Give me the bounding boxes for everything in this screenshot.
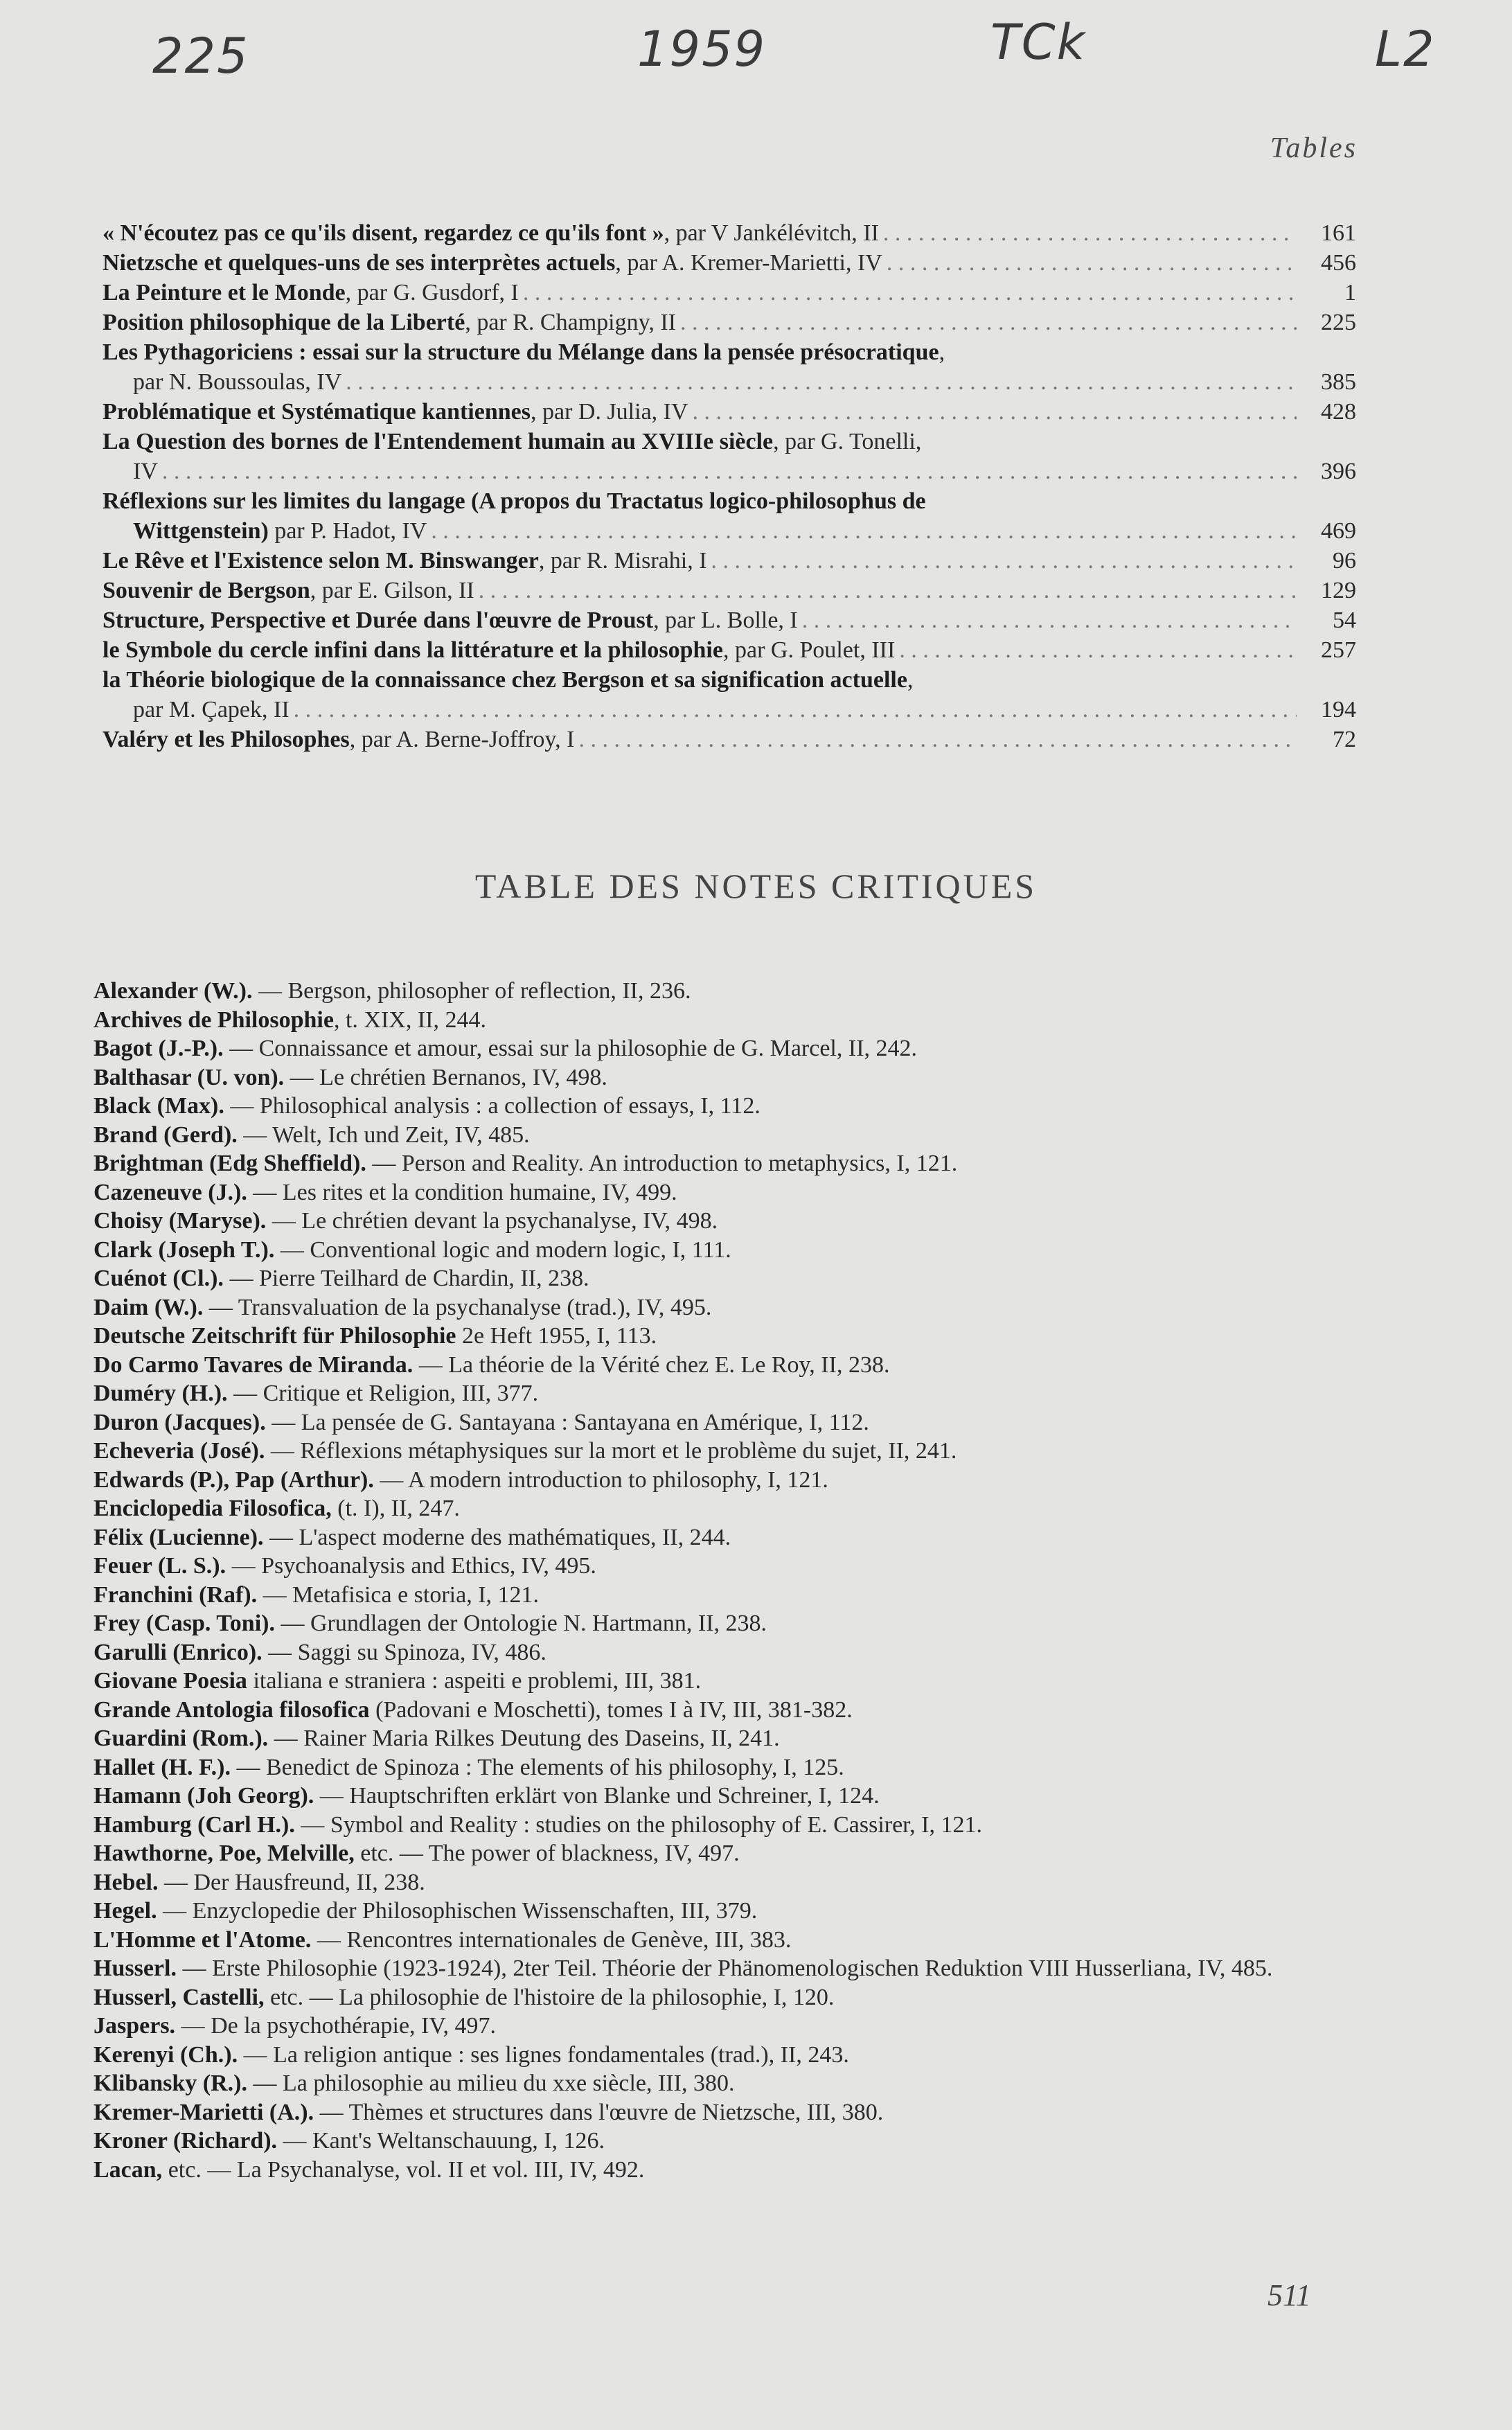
page-number: 511 — [1268, 2278, 1311, 2312]
toc-entry-title: Problématique et Systématique kantiennes, par D. Julia, IV — [103, 399, 688, 425]
note-entry: Kerenyi (Ch.). — La religion antique : ses lignes fondamentales (trad.), II, 243. — [94, 2041, 849, 2068]
note-entry: Franchini (Raf). — Metafisica e storia, I, 121. — [94, 1581, 540, 1608]
toc-entry-title: la Théorie biologique de la connaissance chez Bergson et sa signification actuelle, — [103, 667, 914, 693]
handwritten-mark: L2 — [1375, 21, 1436, 78]
toc-entry-title: Position philosophique de la Liberté, par R. Champigny, II — [103, 310, 677, 335]
toc-entry-title: Structure, Perspective et Durée dans l'œuvre de Proust, par L. Bolle, I — [103, 608, 798, 633]
toc-entry-title: Valéry et les Philosophes, par A. Berne-Joffroy, I — [103, 727, 575, 752]
handwritten-code: TCk — [990, 14, 1087, 71]
toc-page-number: 428 — [1321, 399, 1356, 425]
toc-page-number: 96 — [1333, 548, 1356, 574]
toc-page-number: 469 — [1321, 518, 1356, 544]
note-entry: Hawthorne, Poe, Melville, etc. — The power of blackness, IV, 497. — [94, 1841, 740, 1866]
toc-entry: Réflexions sur les limites du langage (A propos du Tractatus logico-philosophus de Wittgenstein) par P. Hadot, IV . . . 469 — [103, 486, 1356, 546]
note-entry: Edwards (P.), Pap (Arthur). — A modern introduction to philosophy, I, 121. — [94, 1466, 828, 1493]
note-entry: Daim (W.). — Transvaluation de la psychanalyse (trad.), IV, 495. — [94, 1294, 712, 1320]
toc-entry — [103, 248, 1356, 278]
note-entry: Hallet (H. F.). — Benedict de Spinoza : The elements of his philosophy, I, 125. — [94, 1754, 844, 1780]
articles-table — [103, 218, 1356, 754]
toc-page-number: 129 — [1321, 578, 1356, 603]
note-entry: Choisy (Maryse). — Le chrétien devant la psychanalyse, IV, 498. — [94, 1208, 718, 1234]
toc-entry-title: La Peinture et le Monde, par G. Gusdorf, I — [103, 280, 519, 305]
note-entry: Do Carmo Tavares de Miranda. — La théorie de la Vérité chez E. Le Roy, II, 238. — [94, 1351, 890, 1378]
toc-entry: la Théorie biologique de la connaissance chez Bergson et sa signification actuelle, par M. Çapek, II . . . 194 — [103, 665, 1356, 725]
toc-entry — [103, 576, 1356, 605]
note-entry: Hebel. — Der Hausfreund, II, 238. — [94, 1869, 425, 1895]
toc-page-number: 161 — [1321, 220, 1356, 246]
section-title: TABLE DES NOTES CRITIQUES — [474, 867, 1038, 905]
toc-entry — [103, 308, 1356, 337]
critical-notes-list — [94, 977, 1361, 2184]
note-entry: Klibansky (R.). — La philosophie au milieu du xxe siècle, III, 380. — [94, 2070, 735, 2096]
note-entry: Feuer (L. S.). — Psychoanalysis and Ethics, IV, 495. — [94, 1553, 596, 1579]
note-entry: Giovane Poesia italiana e straniera : aspeiti e problemi, III, 381. — [94, 1668, 702, 1694]
toc-entry — [103, 397, 1356, 427]
note-entry: Alexander (W.). — Bergson, philosopher of reflection, II, 236. — [94, 978, 691, 1004]
note-entry: Cuénot (Cl.). — Pierre Teilhard de Chardin, II, 238. — [94, 1266, 589, 1291]
toc-entry-title: « N'écoutez pas ce qu'ils disent, regardez ce qu'ils font », par V Jankélévitch, II — [103, 220, 879, 246]
toc-entry-title: Le Rêve et l'Existence selon M. Binswanger, par R. Misrahi, I — [103, 548, 707, 574]
note-entry: Hamann (Joh Georg). — Hauptschriften erklärt von Blanke und Schreiner, I, 124. — [94, 1783, 880, 1809]
toc-page-number: 1 — [1344, 280, 1356, 305]
toc-entry — [103, 218, 1356, 248]
note-entry: Duron (Jacques). — La pensée de G. Santayana : Santayana en Amérique, I, 112. — [94, 1409, 869, 1435]
toc-page-number: 225 — [1321, 310, 1356, 335]
toc-entry — [103, 278, 1356, 308]
handwritten-annotation: 225 — [152, 28, 249, 85]
note-entry: Clark (Joseph T.). — Conventional logic and modern logic, I, 111. — [94, 1236, 731, 1263]
note-entry: Frey (Casp. Toni). — Grundlagen der Ontologie N. Hartmann, II, 238. — [94, 1611, 767, 1636]
toc-entry-title: Réflexions sur les limites du langage (A propos du Tractatus logico-philosophus de — [103, 488, 926, 514]
toc-page-number: 54 — [1333, 608, 1356, 633]
handwritten-year: 1959 — [637, 21, 767, 78]
note-entry: Hegel. — Enzyclopedie der Philosophischen Wissenschaften, III, 379. — [94, 1898, 758, 1924]
note-entry: Hamburg (Carl H.). — Symbol and Reality : studies on the philosophy of E. Cassirer, I, 121. — [94, 1811, 982, 1838]
toc-entry — [103, 546, 1356, 576]
toc-entry-title: Souvenir de Bergson, par E. Gilson, II — [103, 578, 474, 603]
note-entry: Garulli (Enrico). — Saggi su Spinoza, IV, 486. — [94, 1639, 546, 1665]
note-entry: Jaspers. — De la psychothérapie, IV, 497. — [94, 2013, 497, 2039]
note-entry: Archives de Philosophie, t. XIX, II, 244. — [94, 1006, 486, 1033]
toc-entry — [103, 725, 1356, 754]
toc-page-number: 72 — [1333, 727, 1356, 752]
note-entry: Cazeneuve (J.). — Les rites et la condition humaine, IV, 499. — [94, 1179, 677, 1205]
toc-entry-title: Nietzsche et quelques-uns de ses interprètes actuels, par A. Kremer-Marietti, IV — [103, 250, 882, 276]
toc-page-number: 385 — [1321, 369, 1356, 395]
toc-entry: Les Pythagoriciens : essai sur la structure du Mélange dans la pensée présocratique, par N. Boussoulas, IV . . . 385 — [103, 337, 1356, 397]
toc-entry — [103, 605, 1356, 635]
toc-page-number: 456 — [1321, 250, 1356, 276]
note-entry: Guardini (Rom.). — Rainer Maria Rilkes Deutung des Daseins, II, 241. — [94, 1726, 780, 1751]
note-entry: Black (Max). — Philosophical analysis : a collection of essays, I, 112. — [94, 1093, 761, 1119]
note-entry: Brand (Gerd). — Welt, Ich und Zeit, IV, 485. — [94, 1121, 530, 1148]
toc-page-number: 194 — [1321, 697, 1356, 722]
toc-entry-title: le Symbole du cercle infini dans la littérature et la philosophie, par G. Poulet, III — [103, 637, 896, 663]
toc-entry-title: La Question des bornes de l'Entendement humain au XVIIIe siècle, par G. Tonelli, — [103, 429, 922, 454]
note-entry: Brightman (Edg Sheffield). — Person and Reality. An introduction to metaphysics, I, 121. — [94, 1151, 958, 1176]
note-entry: Kroner (Richard). — Kant's Weltanschauung, I, 126. — [94, 2128, 605, 2154]
toc-entry: La Question des bornes de l'Entendement humain au XVIIIe siècle, par G. Tonelli, IV . . . 396 — [103, 427, 1356, 486]
note-entry: Deutsche Zeitschrift für Philosophie 2e Heft 1955, I, 113. — [94, 1323, 657, 1349]
toc-page-number: 396 — [1321, 459, 1356, 484]
toc-page-number: 257 — [1321, 637, 1356, 663]
note-entry: Bagot (J.-P.). — Connaissance et amour, essai sur la philosophie de G. Marcel, II, 242. — [94, 1036, 918, 1061]
note-entry: Balthasar (U. von). — Le chrétien Bernanos, IV, 498. — [94, 1064, 607, 1090]
note-entry: L'Homme et l'Atome. — Rencontres internationales de Genève, III, 383. — [94, 1926, 792, 1953]
note-entry: Husserl, Castelli, etc. — La philosophie de l'histoire de la philosophie, I, 120. — [94, 1984, 835, 2010]
note-entry: Enciclopedia Filosofica, (t. I), II, 247. — [94, 1496, 460, 1521]
note-entry: Kremer-Marietti (A.). — Thèmes et structures dans l'œuvre de Nietzsche, III, 380. — [94, 2099, 884, 2125]
note-entry: Félix (Lucienne). — L'aspect moderne des mathématiques, II, 244. — [94, 1524, 731, 1550]
toc-entry-title: Les Pythagoriciens : essai sur la structure du Mélange dans la pensée présocratique, — [103, 339, 945, 365]
note-entry: Echeveria (José). — Réflexions métaphysiques sur la mort et le problème du sujet, II, 241. — [94, 1438, 957, 1464]
toc-entry — [103, 635, 1356, 665]
note-entry: Lacan, etc. — La Psychanalyse, vol. II et vol. III, IV, 492. — [94, 2156, 645, 2183]
running-head: Tables — [1270, 132, 1358, 164]
note-entry: Husserl. — Erste Philosophie (1923-1924), 2ter Teil. Théorie der Phänomenologischen Reduktion VIII Husserliana, IV, 485. — [94, 1955, 1273, 1981]
note-entry: Grande Antologia filosofica (Padovani e Moschetti), tomes I à IV, III, 381-382. — [94, 1696, 853, 1723]
note-entry: Duméry (H.). — Critique et Religion, III, 377. — [94, 1381, 539, 1406]
